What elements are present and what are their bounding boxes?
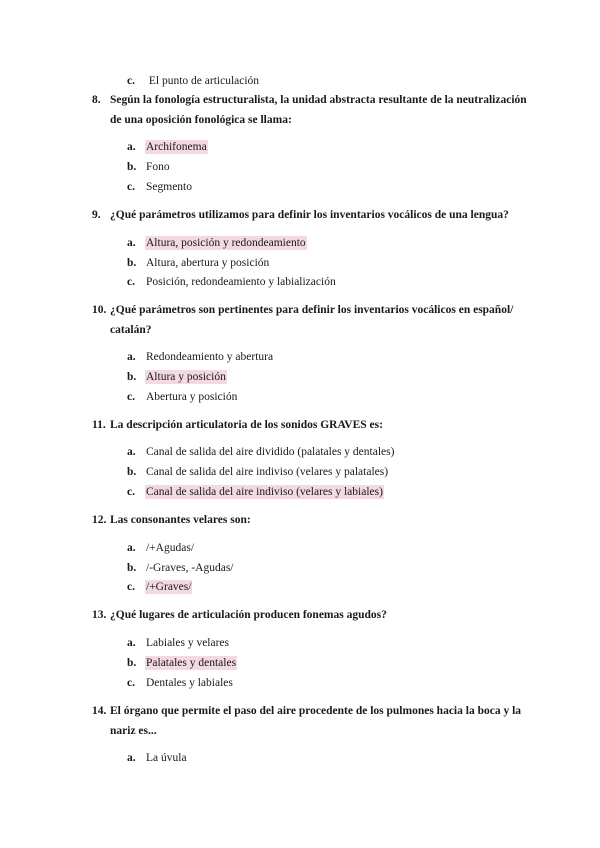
option-8a xyxy=(127,139,208,155)
option-9c xyxy=(127,274,337,290)
option-11b xyxy=(127,464,389,480)
option-text: /+Agudas/ xyxy=(146,542,195,554)
question-number: 14. xyxy=(92,705,107,717)
option-letter: a. xyxy=(127,542,136,554)
question-number: 11. xyxy=(92,419,106,431)
option-11c xyxy=(127,484,384,500)
option-letter: a. xyxy=(127,237,136,249)
question-12 xyxy=(92,510,532,530)
option-text: Altura, posición y redondeamiento xyxy=(146,237,306,249)
option-text: Archifonema xyxy=(146,141,207,153)
option-13b xyxy=(127,655,237,671)
option-letter: b. xyxy=(127,657,137,669)
question-text: La descripción articulatoria de los sonidos GRAVES es: xyxy=(110,419,383,431)
question-9 xyxy=(92,205,532,225)
question-text: Las consonantes velares son: xyxy=(110,514,251,526)
option-text: Palatales y dentales xyxy=(146,657,237,669)
option-13a xyxy=(127,635,230,651)
option-12a xyxy=(127,540,195,556)
option-text: La úvula xyxy=(146,752,187,764)
option-text: /+Graves/ xyxy=(146,581,192,593)
question-10 xyxy=(92,300,532,340)
option-letter: c. xyxy=(127,276,135,288)
question-14 xyxy=(92,701,532,741)
question-text: Según la fonología estructuralista, la unidad abstracta resultante de la neutralización de una oposición fonológica se llama: xyxy=(110,94,527,126)
option-13c xyxy=(127,675,234,691)
option-text: Canal de salida del aire dividido (palatales y dentales) xyxy=(146,446,395,458)
option-text: Altura, abertura y posición xyxy=(146,257,270,269)
option-letter: b. xyxy=(127,562,137,574)
option-letter: c. xyxy=(127,75,135,87)
option-8c xyxy=(127,179,193,195)
option-10b xyxy=(127,369,227,385)
option-letter: a. xyxy=(127,446,136,458)
question-text: ¿Qué lugares de articulación producen fonemas agudos? xyxy=(110,609,387,621)
option-8b xyxy=(127,159,171,175)
question-text: ¿Qué parámetros utilizamos para definir los inventarios vocálicos de una lengua? xyxy=(110,209,509,221)
option-text: /-Graves, -Agudas/ xyxy=(146,562,234,574)
question-8 xyxy=(92,90,532,130)
option-letter: a. xyxy=(127,141,136,153)
option-text: Canal de salida del aire indiviso (velares y palatales) xyxy=(146,466,389,478)
option-text: Canal de salida del aire indiviso (velares y labiales) xyxy=(146,486,383,498)
option-letter: b. xyxy=(127,371,137,383)
option-letter: c. xyxy=(127,486,135,498)
option-9b xyxy=(127,255,270,271)
option-text: Altura y posición xyxy=(146,371,226,383)
option-letter: b. xyxy=(127,466,137,478)
option-letter: c. xyxy=(127,391,135,403)
option-text: El punto de articulación xyxy=(148,75,260,87)
option-7c xyxy=(127,73,260,89)
option-11a xyxy=(127,444,395,460)
option-letter: c. xyxy=(127,677,135,689)
option-14a xyxy=(127,750,188,766)
question-13 xyxy=(92,605,532,625)
option-letter: c. xyxy=(127,181,135,193)
question-number: 13. xyxy=(92,609,107,621)
question-number: 9. xyxy=(92,209,101,221)
option-12c xyxy=(127,579,192,595)
option-10c xyxy=(127,389,238,405)
option-letter: c. xyxy=(127,581,135,593)
option-10a xyxy=(127,349,274,365)
option-letter: a. xyxy=(127,637,136,649)
question-number: 8. xyxy=(92,94,101,106)
option-text: Posición, redondeamiento y labialización xyxy=(146,276,336,288)
option-12b xyxy=(127,560,235,576)
option-text: Segmento xyxy=(146,181,192,193)
option-letter: b. xyxy=(127,257,137,269)
option-9a xyxy=(127,235,307,251)
option-text: Labiales y velares xyxy=(146,637,230,649)
question-number: 10. xyxy=(92,304,107,316)
option-text: Dentales y labiales xyxy=(146,677,233,689)
option-text: Redondeamiento y abertura xyxy=(146,351,274,363)
option-text: Fono xyxy=(146,161,170,173)
question-text: ¿Qué parámetros son pertinentes para definir los inventarios vocálicos en español/ catalán? xyxy=(110,304,514,336)
option-letter: a. xyxy=(127,752,136,764)
option-text: Abertura y posición xyxy=(146,391,238,403)
option-letter: a. xyxy=(127,351,136,363)
option-letter: b. xyxy=(127,161,137,173)
question-11 xyxy=(92,415,532,435)
question-text: El órgano que permite el paso del aire procedente de los pulmones hacia la boca y la nariz es... xyxy=(110,705,522,737)
question-number: 12. xyxy=(92,514,107,526)
